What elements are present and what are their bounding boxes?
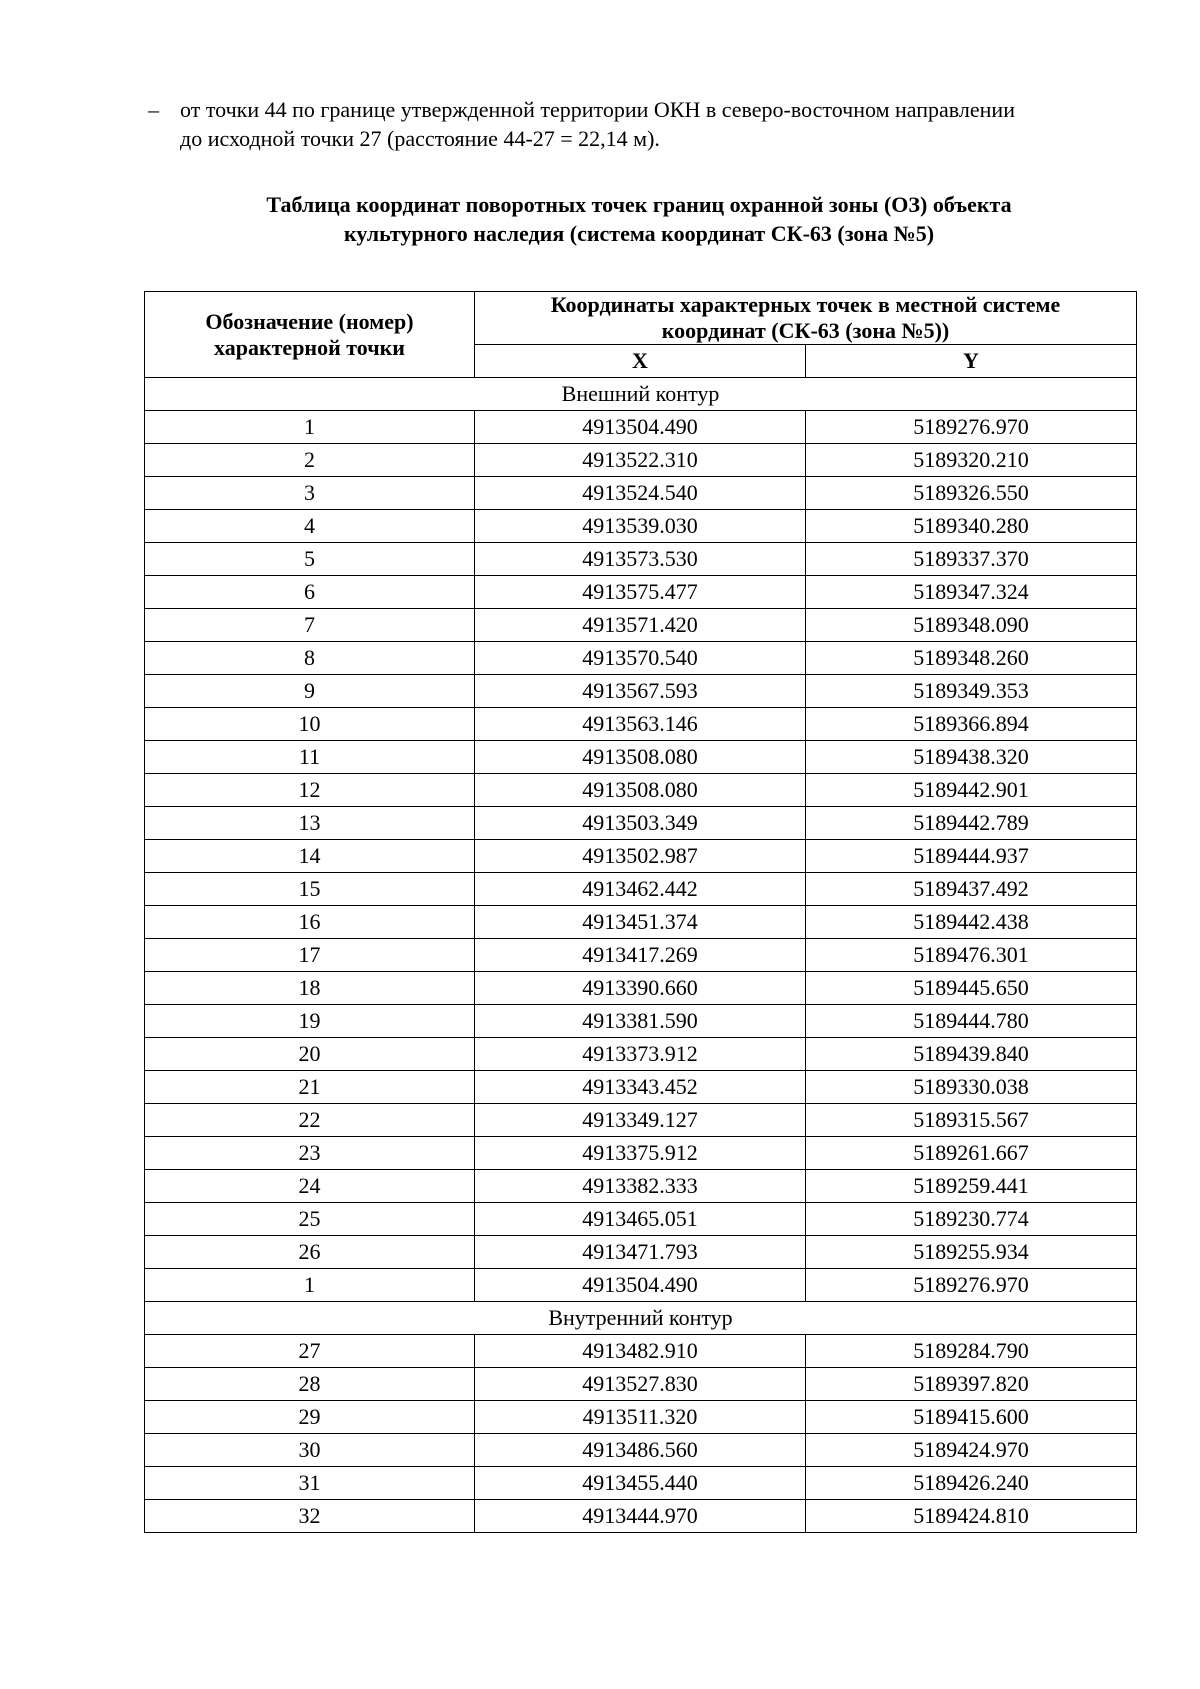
y-cell: 5189337.370 xyxy=(806,543,1137,576)
point-cell: 28 xyxy=(145,1368,475,1401)
x-cell: 4913539.030 xyxy=(475,510,806,543)
y-cell: 5189349.353 xyxy=(806,675,1137,708)
point-cell: 26 xyxy=(145,1236,475,1269)
y-cell: 5189255.934 xyxy=(806,1236,1137,1269)
table-row xyxy=(145,1104,1137,1137)
y-cell: 5189397.820 xyxy=(806,1368,1137,1401)
bullet-text-line-2: до исходной точки 27 (расстояние 44-27 = 22,14 м). xyxy=(180,126,660,151)
point-cell: 11 xyxy=(145,741,475,774)
table-row xyxy=(145,906,1137,939)
x-cell: 4913375.912 xyxy=(475,1137,806,1170)
y-cell: 5189326.550 xyxy=(806,477,1137,510)
point-cell: 9 xyxy=(145,675,475,708)
y-cell: 5189438.320 xyxy=(806,741,1137,774)
point-cell: 18 xyxy=(145,972,475,1005)
point-cell: 10 xyxy=(145,708,475,741)
table-row xyxy=(145,477,1137,510)
point-cell: 23 xyxy=(145,1137,475,1170)
table-row xyxy=(145,807,1137,840)
y-cell: 5189276.970 xyxy=(806,1269,1137,1302)
table-row xyxy=(145,642,1137,675)
table-row xyxy=(145,1137,1137,1170)
point-cell: 1 xyxy=(145,1269,475,1302)
table-row xyxy=(145,444,1137,477)
point-cell: 30 xyxy=(145,1434,475,1467)
point-cell: 21 xyxy=(145,1071,475,1104)
table-row xyxy=(145,1434,1137,1467)
x-cell: 4913390.660 xyxy=(475,972,806,1005)
x-cell: 4913508.080 xyxy=(475,774,806,807)
bullet-paragraph xyxy=(148,95,1138,153)
y-cell: 5189442.438 xyxy=(806,906,1137,939)
y-cell: 5189259.441 xyxy=(806,1170,1137,1203)
x-cell: 4913508.080 xyxy=(475,741,806,774)
section-row xyxy=(145,1302,1137,1335)
y-cell: 5189348.260 xyxy=(806,642,1137,675)
x-cell: 4913504.490 xyxy=(475,411,806,444)
table-row xyxy=(145,1071,1137,1104)
point-cell: 24 xyxy=(145,1170,475,1203)
bullet-dash: – xyxy=(148,97,159,122)
table-title-line-2: культурного наследия (система координат СК-63 (зона №5) xyxy=(343,221,935,246)
x-cell: 4913349.127 xyxy=(475,1104,806,1137)
section-title: Внешний контур xyxy=(145,378,1137,411)
coordinates-table xyxy=(144,291,1137,1533)
header-point-designation xyxy=(145,292,475,378)
header-y: Y xyxy=(806,345,1137,378)
table-row xyxy=(145,708,1137,741)
y-cell: 5189426.240 xyxy=(806,1467,1137,1500)
y-cell: 5189348.090 xyxy=(806,609,1137,642)
table-row xyxy=(145,543,1137,576)
table-row xyxy=(145,741,1137,774)
y-cell: 5189276.970 xyxy=(806,411,1137,444)
point-cell: 25 xyxy=(145,1203,475,1236)
y-cell: 5189439.840 xyxy=(806,1038,1137,1071)
point-cell: 12 xyxy=(145,774,475,807)
bullet-text xyxy=(180,95,1138,153)
point-cell: 14 xyxy=(145,840,475,873)
x-cell: 4913575.477 xyxy=(475,576,806,609)
point-cell: 3 xyxy=(145,477,475,510)
point-cell: 6 xyxy=(145,576,475,609)
point-cell: 29 xyxy=(145,1401,475,1434)
point-cell: 17 xyxy=(145,939,475,972)
header-coordinates-group xyxy=(475,292,1137,345)
x-cell: 4913382.333 xyxy=(475,1170,806,1203)
header-point-line-1: Обозначение (номер) xyxy=(205,308,414,334)
x-cell: 4913486.560 xyxy=(475,1434,806,1467)
table-row xyxy=(145,675,1137,708)
y-cell: 5189415.600 xyxy=(806,1401,1137,1434)
section-row xyxy=(145,378,1137,411)
y-cell: 5189284.790 xyxy=(806,1335,1137,1368)
table-row xyxy=(145,1005,1137,1038)
x-cell: 4913455.440 xyxy=(475,1467,806,1500)
y-cell: 5189315.567 xyxy=(806,1104,1137,1137)
table-row xyxy=(145,1335,1137,1368)
x-cell: 4913571.420 xyxy=(475,609,806,642)
x-cell: 4913471.793 xyxy=(475,1236,806,1269)
point-cell: 4 xyxy=(145,510,475,543)
y-cell: 5189320.210 xyxy=(806,444,1137,477)
header-point-line-2: характерной точки xyxy=(214,334,405,360)
table-row xyxy=(145,609,1137,642)
table-row xyxy=(145,1236,1137,1269)
point-cell: 2 xyxy=(145,444,475,477)
point-cell: 5 xyxy=(145,543,475,576)
x-cell: 4913511.320 xyxy=(475,1401,806,1434)
y-cell: 5189330.038 xyxy=(806,1071,1137,1104)
x-cell: 4913503.349 xyxy=(475,807,806,840)
y-cell: 5189444.937 xyxy=(806,840,1137,873)
x-cell: 4913502.987 xyxy=(475,840,806,873)
x-cell: 4913417.269 xyxy=(475,939,806,972)
point-cell: 31 xyxy=(145,1467,475,1500)
header-x: X xyxy=(475,345,806,378)
table-title-line-1: Таблица координат поворотных точек границ охранной зоны (ОЗ) объекта xyxy=(266,192,1012,217)
table-row xyxy=(145,1401,1137,1434)
table-row xyxy=(145,873,1137,906)
point-cell: 1 xyxy=(145,411,475,444)
table-header xyxy=(145,292,1137,378)
section-title: Внутренний контур xyxy=(145,1302,1137,1335)
x-cell: 4913465.051 xyxy=(475,1203,806,1236)
bullet-text-line-1: от точки 44 по границе утвержденной территории ОКН в северо-восточном направлении xyxy=(180,97,1015,122)
point-cell: 19 xyxy=(145,1005,475,1038)
x-cell: 4913373.912 xyxy=(475,1038,806,1071)
x-cell: 4913444.970 xyxy=(475,1500,806,1533)
y-cell: 5189230.774 xyxy=(806,1203,1137,1236)
x-cell: 4913567.593 xyxy=(475,675,806,708)
point-cell: 22 xyxy=(145,1104,475,1137)
x-cell: 4913482.910 xyxy=(475,1335,806,1368)
y-cell: 5189347.324 xyxy=(806,576,1137,609)
point-cell: 7 xyxy=(145,609,475,642)
x-cell: 4913570.540 xyxy=(475,642,806,675)
y-cell: 5189476.301 xyxy=(806,939,1137,972)
y-cell: 5189444.780 xyxy=(806,1005,1137,1038)
table-row xyxy=(145,1170,1137,1203)
header-coords-line-2: координат (СК-63 (зона №5)) xyxy=(661,318,950,343)
table-row xyxy=(145,1368,1137,1401)
x-cell: 4913522.310 xyxy=(475,444,806,477)
x-cell: 4913573.530 xyxy=(475,543,806,576)
point-cell: 8 xyxy=(145,642,475,675)
table-row xyxy=(145,840,1137,873)
y-cell: 5189366.894 xyxy=(806,708,1137,741)
header-coords-line-1: Координаты характерных точек в местной системе xyxy=(550,292,1061,317)
x-cell: 4913524.540 xyxy=(475,477,806,510)
x-cell: 4913504.490 xyxy=(475,1269,806,1302)
table-title xyxy=(143,190,1135,248)
x-cell: 4913462.442 xyxy=(475,873,806,906)
y-cell: 5189442.789 xyxy=(806,807,1137,840)
y-cell: 5189442.901 xyxy=(806,774,1137,807)
table-row xyxy=(145,972,1137,1005)
point-cell: 16 xyxy=(145,906,475,939)
y-cell: 5189437.492 xyxy=(806,873,1137,906)
y-cell: 5189424.810 xyxy=(806,1500,1137,1533)
x-cell: 4913381.590 xyxy=(475,1005,806,1038)
table-row xyxy=(145,1500,1137,1533)
table-body xyxy=(145,378,1137,1533)
table-row xyxy=(145,1038,1137,1071)
y-cell: 5189261.667 xyxy=(806,1137,1137,1170)
point-cell: 20 xyxy=(145,1038,475,1071)
y-cell: 5189445.650 xyxy=(806,972,1137,1005)
point-cell: 27 xyxy=(145,1335,475,1368)
table-row xyxy=(145,1269,1137,1302)
x-cell: 4913527.830 xyxy=(475,1368,806,1401)
point-cell: 13 xyxy=(145,807,475,840)
point-cell: 32 xyxy=(145,1500,475,1533)
y-cell: 5189340.280 xyxy=(806,510,1137,543)
table-row xyxy=(145,1203,1137,1236)
table-row xyxy=(145,939,1137,972)
table-row xyxy=(145,576,1137,609)
table-row xyxy=(145,774,1137,807)
x-cell: 4913451.374 xyxy=(475,906,806,939)
table-row xyxy=(145,411,1137,444)
x-cell: 4913343.452 xyxy=(475,1071,806,1104)
table-row xyxy=(145,1467,1137,1500)
table-row xyxy=(145,510,1137,543)
y-cell: 5189424.970 xyxy=(806,1434,1137,1467)
x-cell: 4913563.146 xyxy=(475,708,806,741)
point-cell: 15 xyxy=(145,873,475,906)
